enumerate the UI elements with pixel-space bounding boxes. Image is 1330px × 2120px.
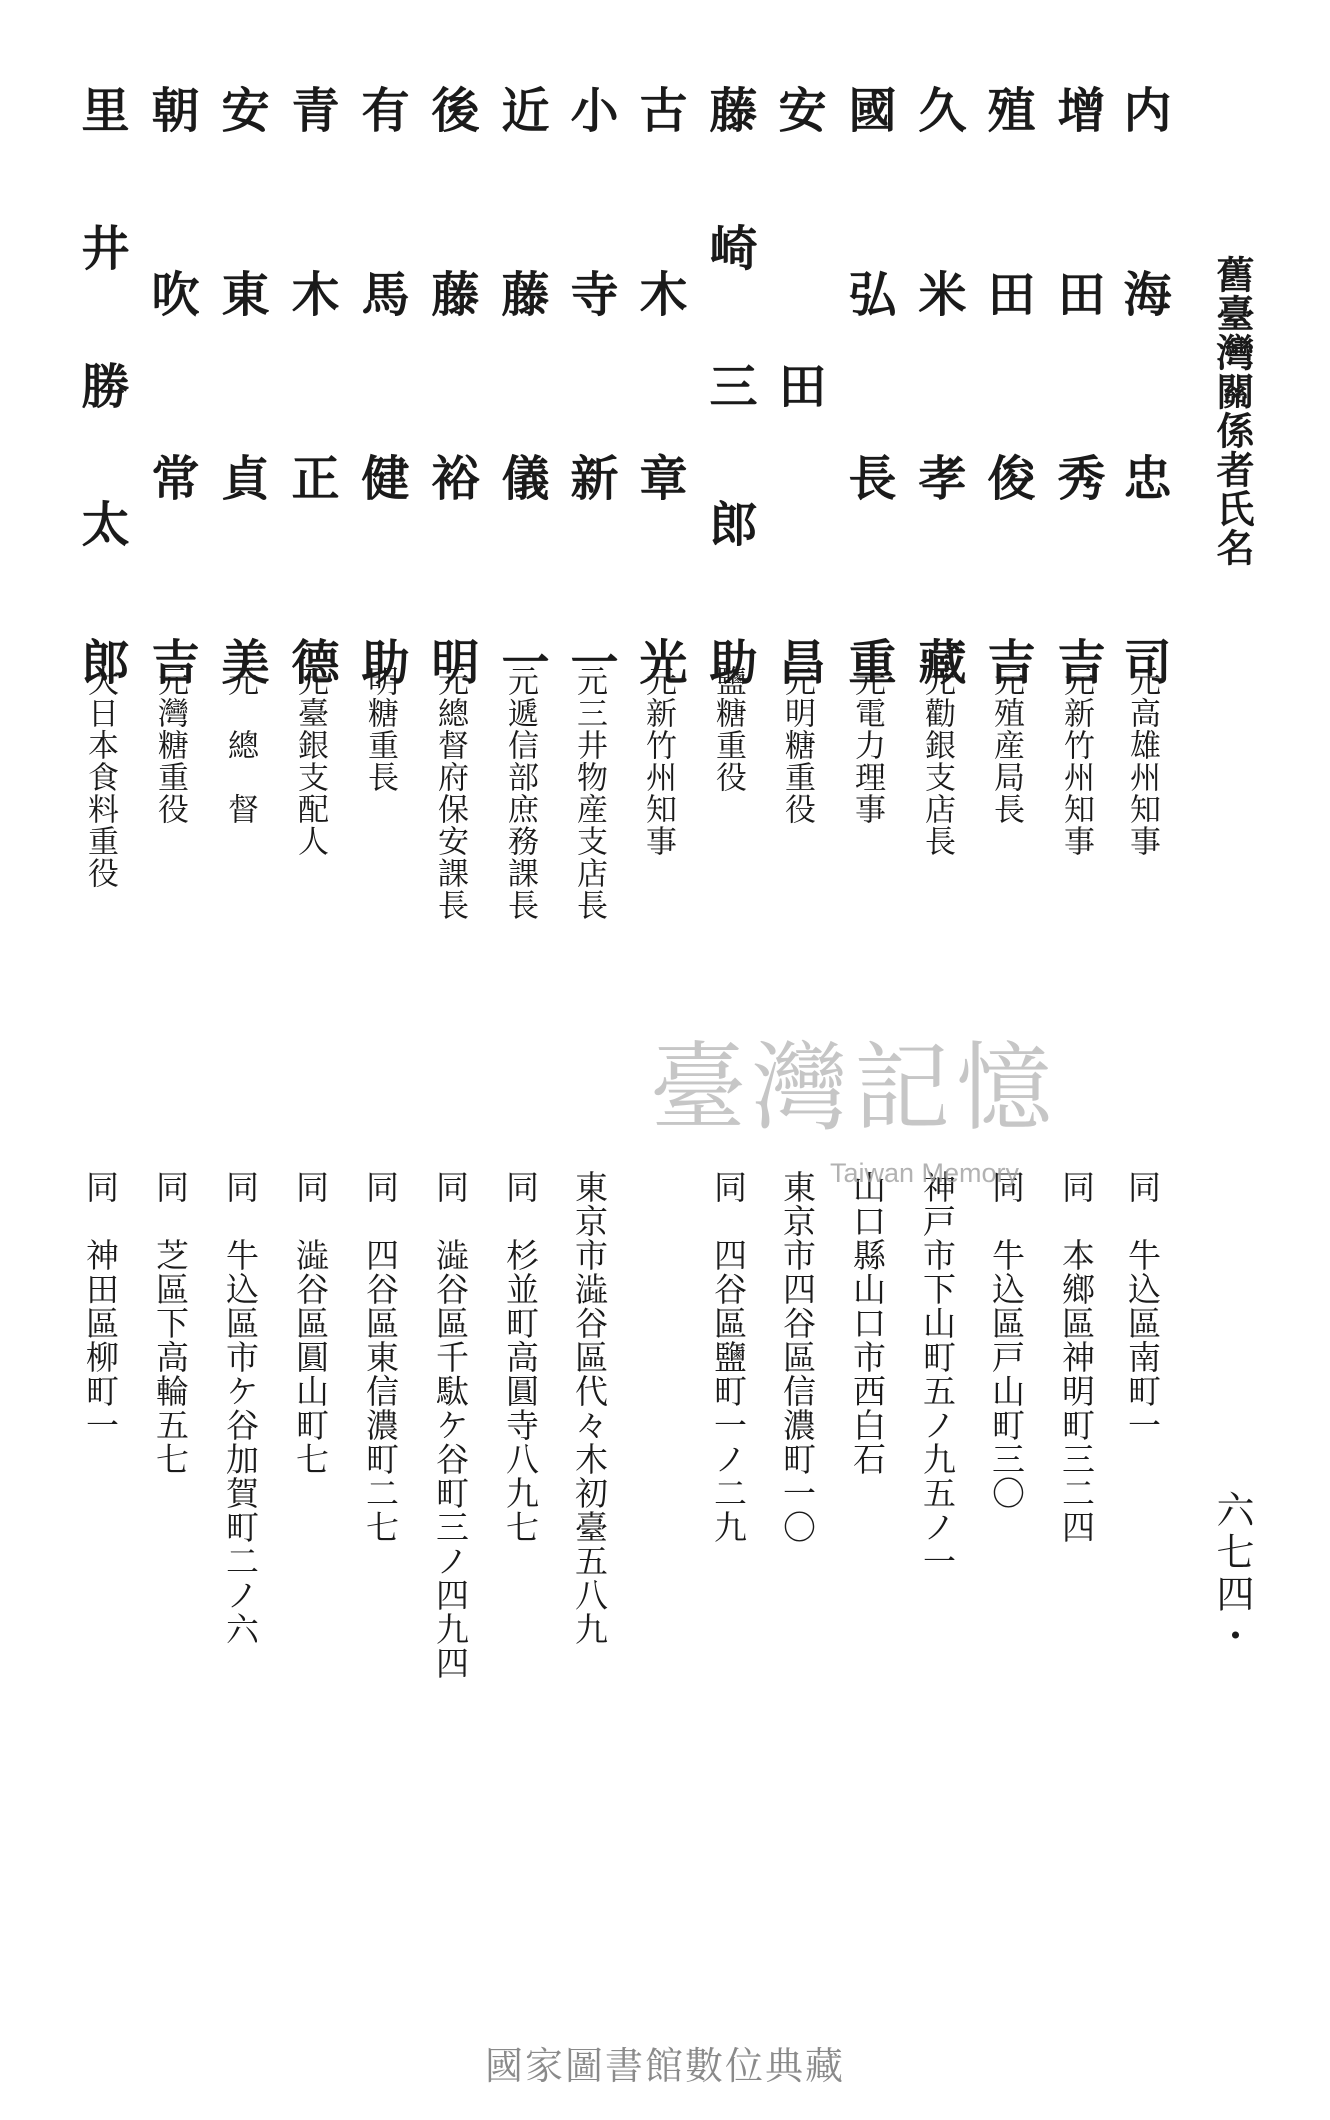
entry-4	[910, 85, 973, 1685]
entry-address: 神戸市下山町五ノ九五ノ一	[918, 1170, 957, 1578]
entry-name: 安田昌	[770, 85, 826, 685]
entry-address: 同 牛込區市ケ谷加賀町二ノ六	[221, 1170, 260, 1646]
entry-role: 元總督府保安課長	[432, 665, 468, 921]
entry-role: 元遞信部庶務課長	[502, 665, 538, 921]
entry-11	[423, 85, 486, 1685]
entry-15	[143, 85, 206, 1685]
watermark	[650, 1032, 1100, 1200]
entry-name: 近藤儀一	[493, 85, 549, 685]
entry-address: 同 澁谷區圓山町七	[291, 1170, 330, 1476]
entry-role: 元臺銀支配人	[292, 665, 328, 857]
entry-5	[840, 85, 903, 1685]
watermark-subtitle: Taiwan Memory	[830, 1158, 1020, 1188]
entry-role: 鹽糖重役	[710, 665, 746, 793]
entry-8	[631, 85, 694, 1685]
entry-address: 同 神田區柳町一	[81, 1170, 120, 1442]
entry-2	[1049, 85, 1112, 1685]
entry-address: 同 四谷區東信濃町二七	[361, 1170, 400, 1544]
entry-role: 元 總 督	[222, 665, 258, 825]
entry-role: 大日本食料重役	[82, 665, 118, 889]
entry-13	[283, 85, 346, 1685]
entry-role: 元新竹州知事	[1058, 665, 1094, 857]
entry-address: 同 杉並町高圓寺八九七	[501, 1170, 540, 1544]
entry-name: 後藤裕明	[423, 85, 479, 685]
entry-name: 國弘長重	[840, 85, 896, 685]
entry-name: 朝吹常吉	[143, 85, 199, 685]
entry-address: 同 牛込區南町一	[1123, 1170, 1162, 1442]
entry-role: 元電力理事	[849, 665, 885, 825]
entry-9	[562, 85, 625, 1685]
entry-name: 小寺新一	[562, 85, 618, 685]
entry-1	[1115, 85, 1178, 1685]
entry-address: 山口縣山口市西白石	[848, 1170, 887, 1476]
entry-role: 元高雄州知事	[1124, 665, 1160, 857]
entry-name: 内海忠司	[1115, 85, 1171, 685]
footer-credit: 國家圖書館數位典藏	[484, 2044, 845, 2088]
entry-role: 元勸銀支店長	[919, 665, 955, 857]
entry-name: 有馬健助	[353, 85, 409, 685]
entry-name: 古木章光	[631, 85, 687, 685]
entry-14	[213, 85, 276, 1685]
entry-name: 增田秀吉	[1049, 85, 1105, 685]
entry-name: 久米孝藏	[910, 85, 966, 685]
entry-role: 元殖産局長	[988, 665, 1024, 825]
page-header: 舊臺灣關係者氏名	[1210, 255, 1255, 567]
entry-name: 殖田俊吉	[979, 85, 1035, 685]
page-number: 六七四・	[1210, 1490, 1254, 1658]
entry-role: 明糖重長	[362, 665, 398, 793]
entry-name: 藤崎三郎助	[701, 85, 757, 685]
entry-address: 同 芝區下高輪五七	[151, 1170, 190, 1476]
entry-name: 里井勝太郎	[73, 85, 129, 685]
entry-address: 同 澁谷區千駄ケ谷町三ノ四九四	[431, 1170, 470, 1680]
entry-address: 東京市四谷區信濃町一〇	[778, 1170, 817, 1544]
entry-name: 青木正德	[283, 85, 339, 685]
entry-16	[73, 85, 136, 1685]
entry-role: 元明糖重役	[779, 665, 815, 825]
entry-address: 同 四谷區鹽町一ノ二九	[709, 1170, 748, 1544]
entry-12	[353, 85, 416, 1685]
entry-10	[493, 85, 556, 1685]
entry-7	[701, 85, 764, 1685]
entry-role: 元新竹州知事	[640, 665, 676, 857]
watermark-title: 臺灣記憶	[650, 1032, 1058, 1144]
entry-3	[979, 85, 1042, 1685]
entry-address: 同 牛込區戸山町三〇	[987, 1170, 1026, 1510]
entry-address: 同 本鄉區神明町三二四	[1057, 1170, 1096, 1544]
entry-6	[770, 85, 833, 1685]
entry-address: 東京市澁谷區代々木初臺五八九	[570, 1170, 609, 1646]
entry-role: 元三井物産支店長	[571, 665, 607, 921]
entry-role: 元灣糖重役	[152, 665, 188, 825]
entry-name: 安東貞美	[213, 85, 269, 685]
